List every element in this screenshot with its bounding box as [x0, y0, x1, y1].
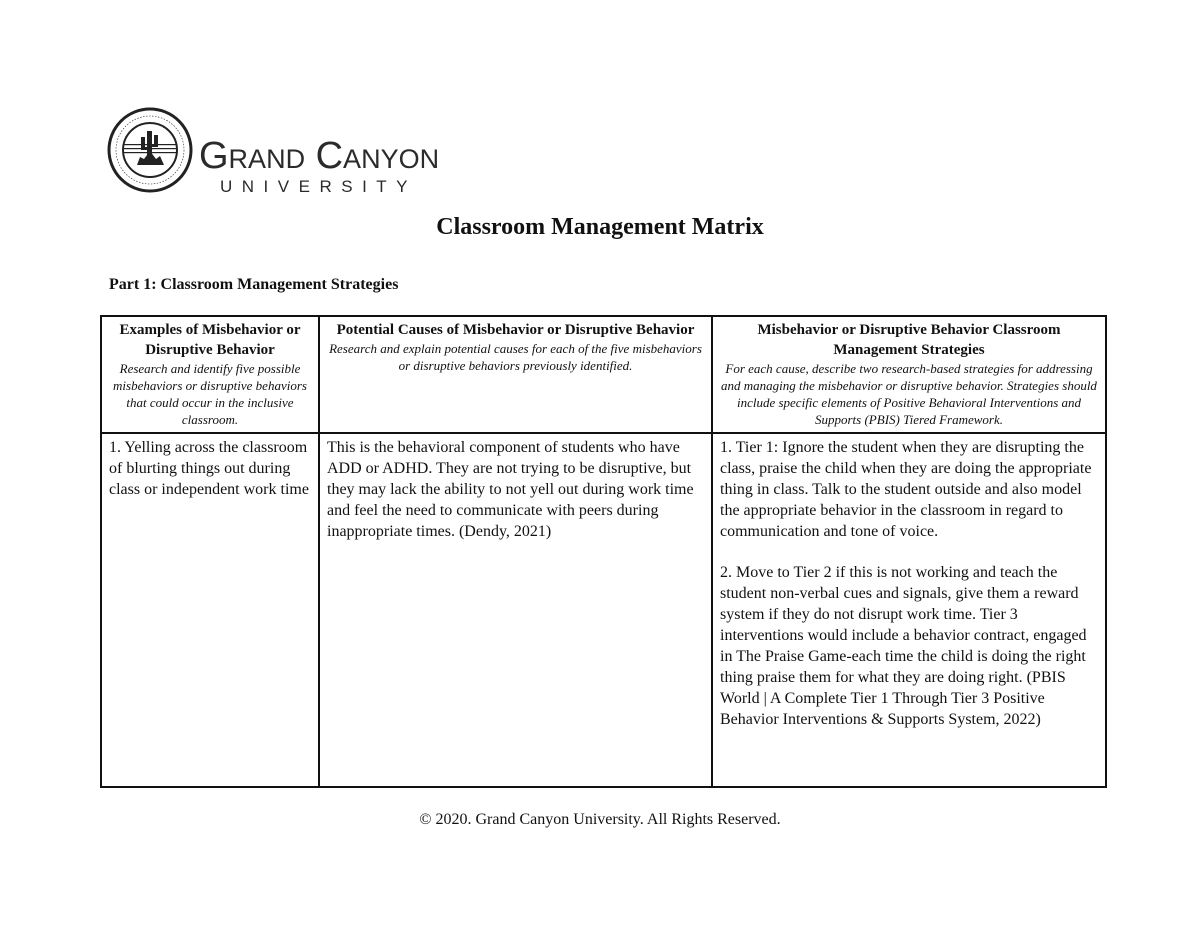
- header-strategies-title: Misbehavior or Disruptive Behavior Classroom Management Strategies: [757, 322, 1061, 358]
- header-causes: [319, 316, 712, 433]
- strategy-1-text: 1. Tier 1: Ignore the student when they are disrupting the class, praise the child when they are doing the appropriate thing in class. Talk to the student outside and also model the appropriate behavior in the classroom in regard to communication and tone of voice.: [720, 439, 1092, 540]
- example-text: 1. Yelling across the classroom of blurting things out during class or independent work time: [109, 439, 309, 498]
- cell-strategy: [712, 433, 1106, 787]
- part-heading: Part 1: Classroom Management Strategies: [109, 276, 399, 293]
- gcu-logo: [107, 107, 487, 197]
- cell-example: [101, 433, 319, 787]
- university-seal-icon: [107, 107, 193, 193]
- cell-cause: [319, 433, 712, 787]
- header-examples: [101, 316, 319, 433]
- document-title: Classroom Management Matrix: [436, 214, 764, 240]
- management-matrix-table: [100, 315, 1107, 788]
- header-causes-title: Potential Causes of Misbehavior or Disruptive Behavior: [336, 322, 695, 338]
- header-strategies-instructions: For each cause, describe two research-based strategies for addressing and managing the misbehavior or disruptive behavior. Strategies should include specific elements of Positive Behavioral Interventions and Supports (PBIS) Tiered Framework.: [721, 361, 1097, 427]
- logo-name-line1: Grand Canyon: [199, 135, 440, 177]
- header-examples-title: Examples of Misbehavior or Disruptive Behavior: [119, 322, 301, 358]
- logo-name-line2: UNIVERSITY: [220, 177, 418, 196]
- header-strategies: [712, 316, 1106, 433]
- cause-text: This is the behavioral component of students who have ADD or ADHD. They are not trying to be disruptive, but they may lack the ability to not yell out during work time and feel the need to communicate with peers during inappropriate times. (Dendy, 2021): [327, 439, 694, 540]
- table-row: [101, 433, 1106, 787]
- header-examples-instructions: Research and identify five possible misbehaviors or disruptive behaviors that could occur in the inclusive classroom.: [113, 361, 307, 427]
- copyright-footer: © 2020. Grand Canyon University. All Rights Reserved.: [419, 811, 781, 828]
- header-causes-instructions: Research and explain potential causes for each of the five misbehaviors or disruptive behaviors previously identified.: [329, 341, 702, 373]
- table-header-row: [101, 316, 1106, 433]
- strategy-2-text: 2. Move to Tier 2 if this is not working and teach the student non-verbal cues and signals, give them a reward system if they do not disrupt work time. Tier 3 interventions would include a behavior contract, engaged in The Praise Game-each time the child is doing the right thing praise them for what they are doing right. (PBIS World | A Complete Tier 1 Through Tier 3 Positive Behavior Interventions & Supports System, 2022): [720, 564, 1087, 728]
